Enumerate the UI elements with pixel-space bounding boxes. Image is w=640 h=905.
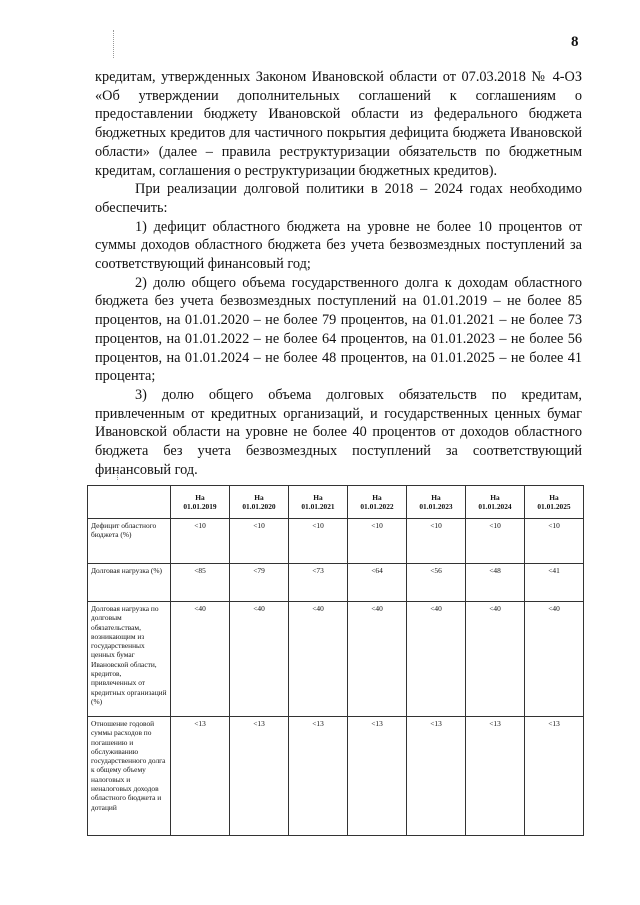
table-cell: <13 [171,717,230,836]
header-cell-date: На 01.01.2019 [171,486,230,519]
paragraph-continuation: кредитам, утвержденных Законом Ивановской области от 07.03.2018 № 4-ОЗ «Об утверждении дополнительных соглашений к соглашениям о предоставлении бюджету Ивановской области из федерального бюджета бюджетных кредитов для частичного покрытия дефицита бюджета Ивановской области» (далее – правила реструктуризации обязательств по бюджетным кредитам, соглашения о реструктуризации бюджетных кредитов). [95,69,582,179]
table-cell: <10 [230,519,289,564]
table-row [88,602,584,717]
table-header-row [88,486,584,519]
table-cell: <13 [407,717,466,836]
row-label: Долговая нагрузка по долговым обязательствам, возникающим из государственных ценных бумаг Ивановской области, кредитов, привлеченных от кредитных организаций (%) [88,602,171,717]
table-cell: <40 [230,602,289,717]
header-cell-empty [88,486,171,519]
table-cell: <40 [407,602,466,717]
paragraph-item-1: 1) дефицит областного бюджета на уровне не более 10 процентов от суммы доходов областного бюджета без учета безвозмездных поступлений за соответствующий финансовый год; [95,218,582,273]
table-cell: <13 [525,717,584,836]
table-cell: <13 [348,717,407,836]
table-cell: <10 [525,519,584,564]
table-cell: <10 [466,519,525,564]
table-cell: <10 [407,519,466,564]
table-row [88,519,584,564]
header-cell-date: На 01.01.2020 [230,486,289,519]
header-cell-date: На 01.01.2024 [466,486,525,519]
paragraph-item-2: 2) долю общего объема государственного долга к доходам областного бюджета без учета безвозмездных поступлений на 01.01.2019 – не более 85 процентов, на 01.01.2020 – не более 79 процентов, на 01.01.2021 – не более 73 процентов, на 01.01.2022 – не более 64 процентов, на 01.01.2023 – не более 56 процентов, на 01.01.2024 – не более 48 процентов, на 01.01.2025 – не более 41 процента; [95,274,582,385]
table-cell: <40 [171,602,230,717]
row-label: Дефицит областного бюджета (%) [88,519,171,564]
table-cell: <41 [525,564,584,602]
table-row [88,717,584,836]
paragraph-intro: При реализации долговой политики в 2018 – 2024 годах необходимо обеспечить: [95,181,582,216]
debt-indicators-table [87,485,584,836]
table-cell: <40 [348,602,407,717]
table-cell: <13 [466,717,525,836]
header-cell-date: На 01.01.2025 [525,486,584,519]
table-cell: <13 [289,717,348,836]
table-cell: <56 [407,564,466,602]
row-label: Отношение годовой суммы расходов по погашению и обслуживанию государственного долга к общему объему налоговых и неналоговых доходов областного бюджета и дотаций [88,717,171,836]
margin-mark [113,30,115,58]
table-cell: <40 [289,602,348,717]
table-cell: <73 [289,564,348,602]
row-label: Долговая нагрузка (%) [88,564,171,602]
table-cell: <40 [525,602,584,717]
table-cell: <10 [171,519,230,564]
table-cell: <48 [466,564,525,602]
header-cell-date: На 01.01.2023 [407,486,466,519]
table-cell: <64 [348,564,407,602]
table-cell: <40 [466,602,525,717]
header-cell-date: На 01.01.2022 [348,486,407,519]
margin-mark [117,468,119,480]
table-cell: <10 [348,519,407,564]
paragraph-item-3: 3) долю общего объема долговых обязательств по кредитам, привлеченным от кредитных организаций, и государственных ценных бумаг Ивановской области на уровне не более 40 процентов от доходов областного бюджета без учета безвозмездных поступлений за соответствующий финансовый год. [95,386,582,478]
header-cell-date: На 01.01.2021 [289,486,348,519]
document-body [95,68,582,479]
page-number: 8 [571,34,579,50]
table-row [88,564,584,602]
table-cell: <13 [230,717,289,836]
table-cell: <85 [171,564,230,602]
table-cell: <10 [289,519,348,564]
table-cell: <79 [230,564,289,602]
